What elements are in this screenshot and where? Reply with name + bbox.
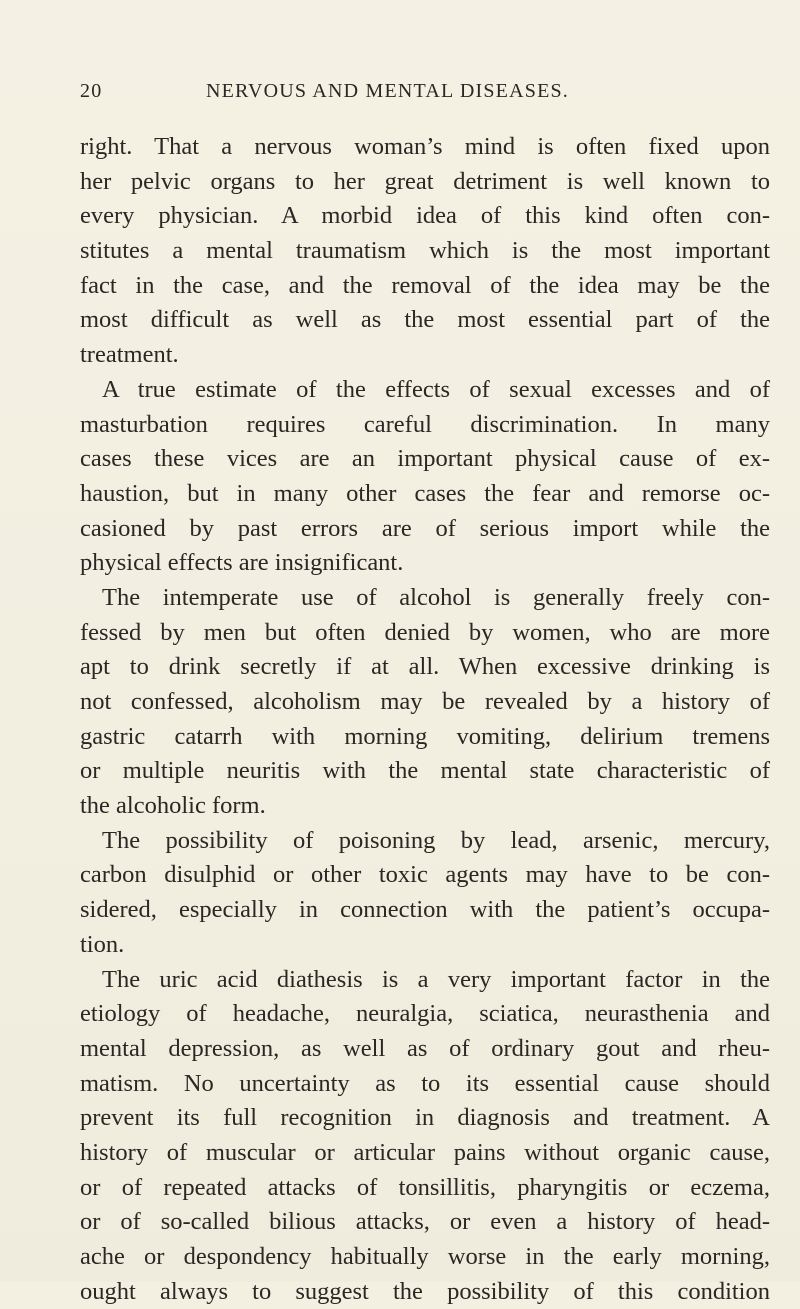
text-line: prevent its full recognition in diagnosis and treatment. A — [80, 1104, 770, 1132]
text-line: etiology of headache, neuralgia, sciatica, neurasthenia and — [80, 1000, 770, 1028]
text-line: gastric catarrh with morning vomiting, delirium tremens — [80, 722, 770, 750]
text-line: or multiple neuritis with the mental state characteristic of — [80, 757, 770, 785]
text-line: every physician. A morbid idea of this kind often con- — [80, 202, 770, 230]
text-line: the alcoholic form. — [80, 792, 266, 820]
text-line: ache or despondency habitually worse in the early morning, — [80, 1243, 770, 1270]
text-line: fessed by men but often denied by women, who are more — [80, 618, 770, 646]
text-line: not confessed, alcoholism may be revealed by a history of — [80, 688, 770, 715]
text-line: tion. — [80, 930, 125, 958]
text-line: physical effects are insignificant. — [80, 549, 404, 577]
text-line: A true estimate of the effects of sexual excesses and of — [102, 375, 770, 403]
text-line: mental depression, as well as of ordinary gout and rheu- — [80, 1034, 770, 1062]
running-head: NERVOUS AND MENTAL DISEASES. — [206, 80, 570, 102]
text-line: cases these vices are an important physical cause of ex- — [80, 445, 770, 473]
text-line: The possibility of poisoning by lead, arsenic, mercury, — [102, 826, 770, 854]
text-line: her pelvic organs to her great detriment is well known to — [80, 167, 770, 195]
text-line: right. That a nervous woman’s mind is often fixed upon — [80, 133, 770, 160]
text-line: sidered, especially in connection with the patient’s occupa- — [80, 896, 770, 924]
page-header — [80, 80, 770, 110]
text-line: carbon disulphid or other toxic agents may have to be con- — [80, 861, 770, 889]
text-line: stitutes a mental traumatism which is the most important — [80, 237, 770, 265]
text-line: ought always to suggest the possibility of this condition — [80, 1277, 770, 1305]
text-line: most difficult as well as the most essential part of the — [80, 306, 770, 334]
text-line: fact in the case, and the removal of the idea may be the — [80, 271, 770, 299]
text-line: The intemperate use of alcohol is generally freely con- — [102, 583, 770, 611]
text-line: history of muscular or articular pains without organic cause, — [80, 1138, 770, 1166]
text-line: apt to drink secretly if at all. When excessive drinking is — [80, 653, 770, 681]
text-line: or of so-called bilious attacks, or even a history of head- — [80, 1208, 770, 1236]
page-number: 20 — [80, 80, 103, 102]
text-line: masturbation requires careful discrimination. In many — [80, 410, 770, 438]
text-line: The uric acid diathesis is a very important factor in the — [102, 965, 770, 993]
text-line: matism. No uncertainty as to its essential cause should — [80, 1069, 770, 1097]
text-line: treatment. — [80, 341, 179, 369]
body-text — [80, 130, 770, 1309]
text-line: casioned by past errors are of serious import while the — [80, 514, 770, 542]
text-line: or of repeated attacks of tonsillitis, pharyngitis or eczema, — [80, 1173, 770, 1201]
text-line: haustion, but in many other cases the fear and remorse oc- — [80, 479, 770, 507]
